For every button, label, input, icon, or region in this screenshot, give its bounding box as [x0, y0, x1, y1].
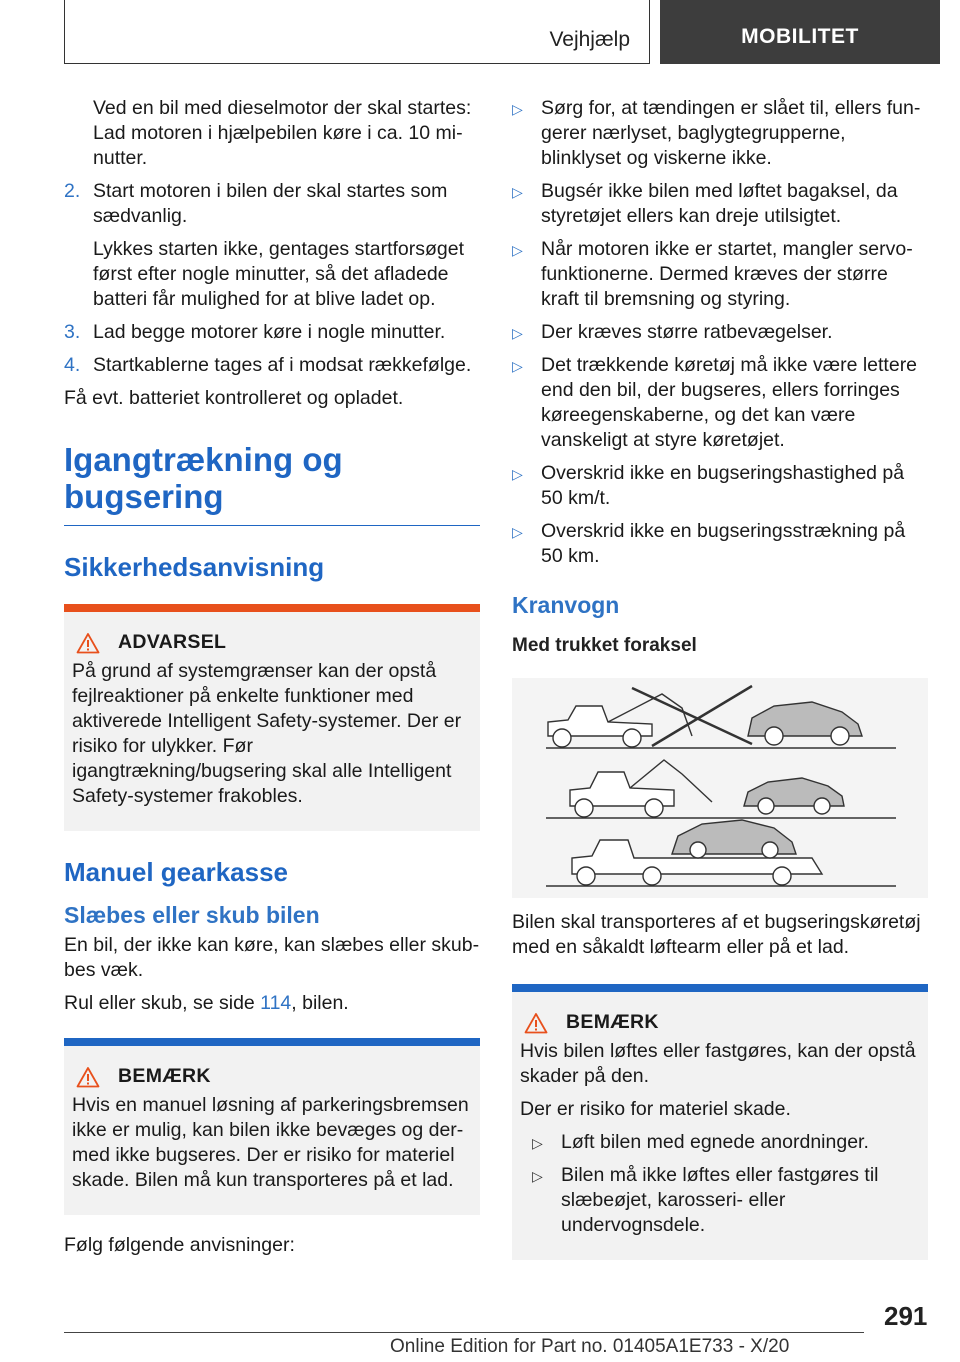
list-item — [512, 96, 928, 171]
step-text: Start motoren i bilen der skal startes som sædvanlig. — [93, 180, 448, 227]
page-link-114[interactable]: 114 — [260, 992, 292, 1014]
bullet-text: Sørg for, at tændingen er slået til, ellers fungerer nærlyset, baglygtegrupperne, blinklyset og viskerne ikke. — [541, 97, 921, 169]
tow-truck-illustration — [512, 678, 928, 898]
figure-caption: Bilen skal transporteres af et bugseringskøretøj med en såkaldt løftearm eller på et lad. — [512, 911, 921, 958]
warning-triangle-icon — [76, 632, 100, 654]
step-text: Startkablerne tages af i modsat rækkefølge. — [93, 354, 472, 376]
header-chapter-tab[interactable]: MOBILITET — [660, 0, 940, 64]
triangle-bullet-icon: ▷ — [512, 101, 523, 117]
warning-title — [76, 630, 472, 655]
list-item — [532, 1163, 920, 1238]
subheading-safety: Sikkerhedsanvisning — [64, 552, 325, 582]
bullet-text: Bilen må ikke løftes eller fastgøres til slæbeøjet, karosseri- eller undervognsdele. — [561, 1164, 879, 1236]
footer-divider — [64, 1332, 864, 1333]
warning-text: På grund af systemgrænser kan der opstå fejlreaktioner på enkelte funktioner med aktiverede Intelligent Safety-systemer. Der er risiko for ulykker. Før igangtrækning/bugsering skal alle Intelligent Safety-systemer frakobles. — [72, 660, 462, 807]
bullet-text: Overskrid ikke en bugseringsstrækning på 50 km. — [541, 520, 906, 567]
after-steps-text: Få evt. batteriet kontrolleret og opladet. — [64, 387, 404, 409]
note-text: Hvis bilen løftes eller fastgøres, kan der opstå skader på den. — [520, 1040, 916, 1087]
triangle-bullet-icon: ▷ — [512, 242, 523, 258]
roll-reference — [64, 991, 480, 1016]
step-number: 3. — [64, 321, 81, 343]
triangle-bullet-icon: ▷ — [512, 184, 523, 200]
note-title — [76, 1064, 472, 1089]
footer-edition: Online Edition for Part no. 01405A1E733 - X/20 — [390, 1336, 790, 1357]
triangle-bullet-icon: ▷ — [512, 358, 523, 374]
note-label: BEMÆRK — [566, 1011, 659, 1033]
note-title — [524, 1010, 920, 1035]
right-column — [512, 96, 928, 1260]
triangle-bullet-icon: ▷ — [512, 325, 523, 341]
triangle-bullet-icon: ▷ — [532, 1168, 543, 1184]
left-column — [64, 96, 480, 1266]
bullet-text: Bugsér ikke bilen med løftet bagaksel, da styretøjet ellers kan dreje utilsigtet. — [541, 180, 898, 227]
list-item — [512, 237, 928, 312]
bullet-text: Løft bilen med egnede anordninger. — [561, 1131, 869, 1153]
diesel-intro: Ved en bil med dieselmotor der skal startes: Lad motoren i hjælpebilen køre i ca. 10 minutter. — [93, 97, 472, 169]
step-text: Lad begge motorer køre i nogle minutter. — [93, 321, 446, 343]
roll-suffix: , bilen. — [291, 992, 349, 1014]
heading-divider — [64, 525, 480, 526]
warning-box — [64, 604, 480, 831]
bullet-text: Der kræves større ratbevægelser. — [541, 321, 833, 343]
section-heading-towing: Igangtrækning og bugsering — [64, 441, 343, 515]
warning-triangle-icon — [76, 1066, 100, 1088]
triangle-bullet-icon: ▷ — [512, 466, 523, 482]
list-item — [512, 461, 928, 511]
note-text: Hvis en manuel løsning af parkeringsbremsen ikke er mulig, kan bilen ikke bevæges og dermed ikke bugseres. Der er risiko for materiel skade. Bilen må kun transporteres på et lad. — [72, 1094, 469, 1191]
note-label: BEMÆRK — [118, 1065, 211, 1087]
bullet-text: Når motoren ikke er startet, mangler servofunktionerne. Dermed kræves der større kraft til bremsning og styring. — [541, 238, 913, 310]
note-box-right — [512, 984, 928, 1260]
roll-prefix: Rul eller skub, se side — [64, 992, 261, 1014]
step-2 — [64, 179, 480, 229]
page-number: 291 — [884, 1301, 928, 1331]
step-number: 2. — [64, 180, 81, 202]
subheading-crane: Kranvogn — [512, 592, 620, 618]
bullet-text: Overskrid ikke en bugseringshastighed på 50 km/t. — [541, 462, 905, 509]
triangle-bullet-icon: ▷ — [512, 524, 523, 540]
list-item — [512, 179, 928, 229]
subheading-front-axle: Med trukket foraksel — [512, 635, 697, 656]
step-2-note: Lykkes starten ikke, gentages startforsøget først efter nogle minutter, så det afladede batteri får mulighed for at blive ladet op. — [93, 238, 465, 310]
list-item — [512, 353, 928, 453]
step-number: 4. — [64, 354, 81, 376]
warning-triangle-icon — [524, 1012, 548, 1034]
list-item — [512, 320, 928, 345]
note-box-left — [64, 1038, 480, 1215]
list-item — [532, 1130, 920, 1155]
bullet-text: Det trækkende køretøj må ikke være lettere end den bil, der bugseres, ellers forringes køreegenskaberne, og det kan være vanskeligt at styre køretøjet. — [541, 354, 918, 451]
step-4 — [64, 353, 480, 378]
triangle-bullet-icon: ▷ — [532, 1135, 543, 1151]
towing-illustration — [512, 678, 928, 898]
list-item — [512, 519, 928, 569]
header-section-title: Vejhjælp — [549, 28, 630, 51]
subheading-manual-gearbox: Manuel gearkasse — [64, 857, 289, 887]
warning-label: ADVARSEL — [118, 631, 227, 653]
note-text: Der er risiko for materiel skade. — [520, 1098, 791, 1120]
tow-text: En bil, der ikke kan køre, kan slæbes eller skubbes væk. — [64, 934, 480, 981]
subheading-tow-push: Slæbes eller skub bilen — [64, 902, 320, 928]
follow-instructions: Følg følgende anvisninger: — [64, 1234, 295, 1256]
step-3 — [64, 320, 480, 345]
